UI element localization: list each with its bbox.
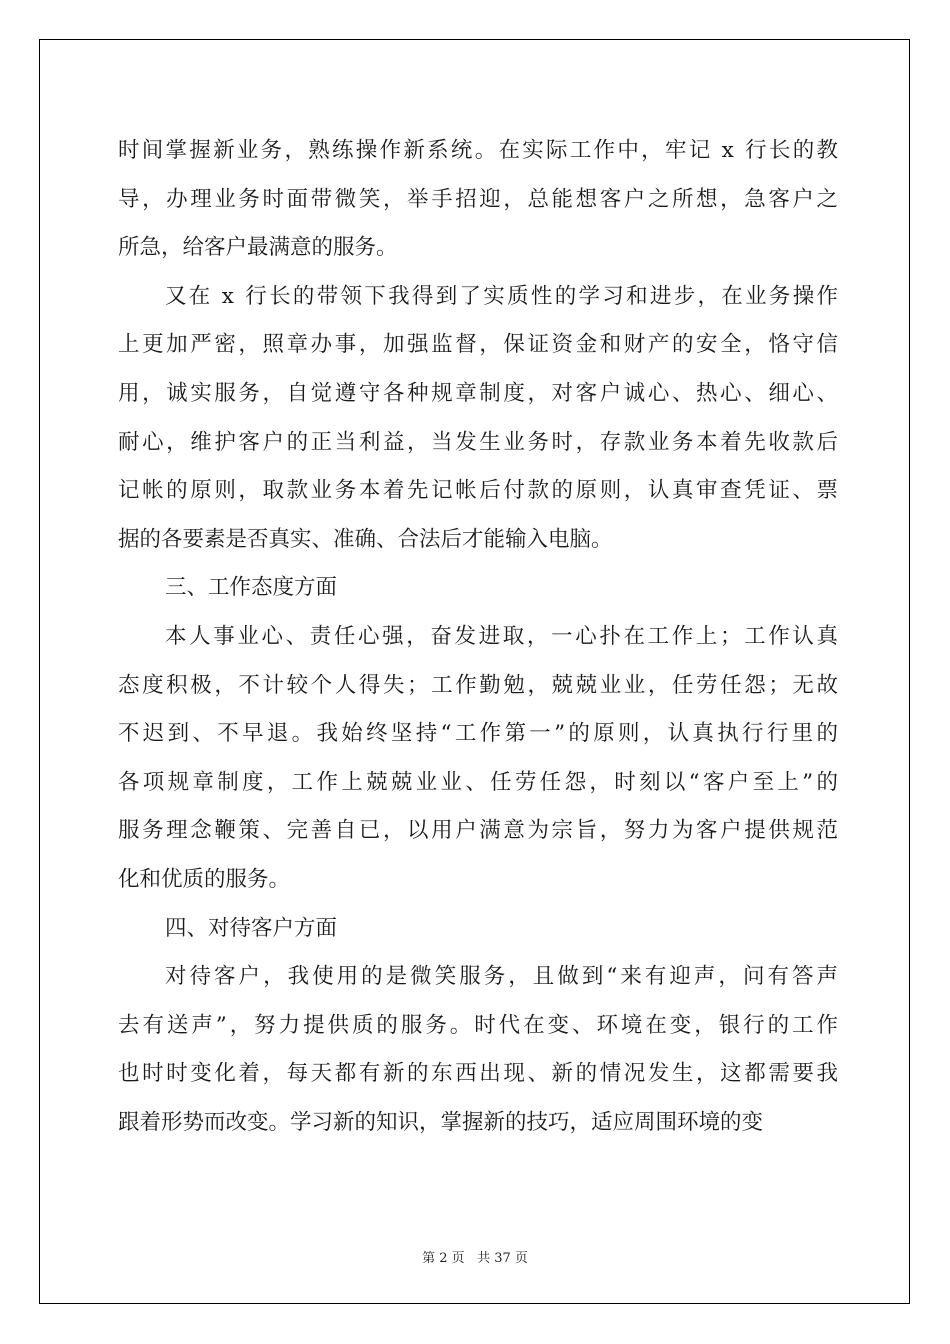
paragraph [118,127,841,273]
text-line: 对待客户，我使用的是微笑服务，且做到“来有迎声，问有答声 [165,964,842,990]
text-line: 所急，给客户最满意的服务。 [118,235,398,261]
text-line: 各项规章制度，工作上兢兢业业、任劳任怨，时刻以“客户至上”的 [118,769,842,795]
text-line: 导，办理业务时面带微笑，举手招迎，总能想客户之所想，急客户之 [118,186,841,212]
text-line: 据的各要素是否真实、准确、合法后才能输入电脑。 [118,526,613,552]
paragraph [118,953,842,1147]
paragraph [118,905,838,954]
text-line: 本人事业心、责任心强，奋发进取，一心扑在工作上；工作认真 [165,623,841,649]
text-line: 时间掌握新业务，熟练操作新系统。在实际工作中，牢记 x 行长的教 [118,138,841,163]
text-line: 不迟到、不早退。我始终坚持“工作第一”的原则，认真执行行里的 [118,721,842,747]
text-line: 态度积极，不计较个人得失；工作勤勉，兢兢业业，任劳任怨；无故 [118,672,841,698]
text-line: 上更加严密，照章办事，加强监督，保证资金和财产的安全，恪守信 [118,332,841,358]
text-line: 三、工作态度方面 [165,575,338,601]
paragraph [118,613,842,905]
text-line: 跟着形势而改变。学习新的知识，掌握新的技巧，适应周围环境的变 [118,1109,764,1135]
page-number: 第 2 页 [422,1251,465,1266]
paragraph [118,564,838,613]
text-line: 服务理念鞭策、完善自已，以用户满意为宗旨，努力为客户提供规范 [118,818,841,844]
text-line: 也时时变化着，每天都有新的东西出现、新的情况发生，这都需要我 [118,1061,841,1087]
text-line: 耐心，维护客户的正当利益，当发生业务时，存款业务本着先收款后 [118,429,841,455]
text-line: 用，诚实服务，自觉遵守各种规章制度，对客户诚心、热心、细心、 [118,380,841,406]
text-line: 去有送声”，努力提供质的服务。时代在变、环境在变，银行的工作 [118,1012,841,1038]
text-line: 又在 x 行长的带领下我得到了实质性的学习和进步，在业务操作 [165,283,841,309]
page-footer [0,1247,950,1266]
text-line: 四、对待客户方面 [165,915,338,941]
total-pages: 共 37 页 [477,1251,528,1266]
text-line: 记帐的原则，取款业务本着先记帐后付款的原则，认真审查凭证、票 [118,478,841,504]
paragraph [118,273,841,565]
text-line: 化和优质的服务。 [118,866,291,892]
document-body [118,127,842,1147]
